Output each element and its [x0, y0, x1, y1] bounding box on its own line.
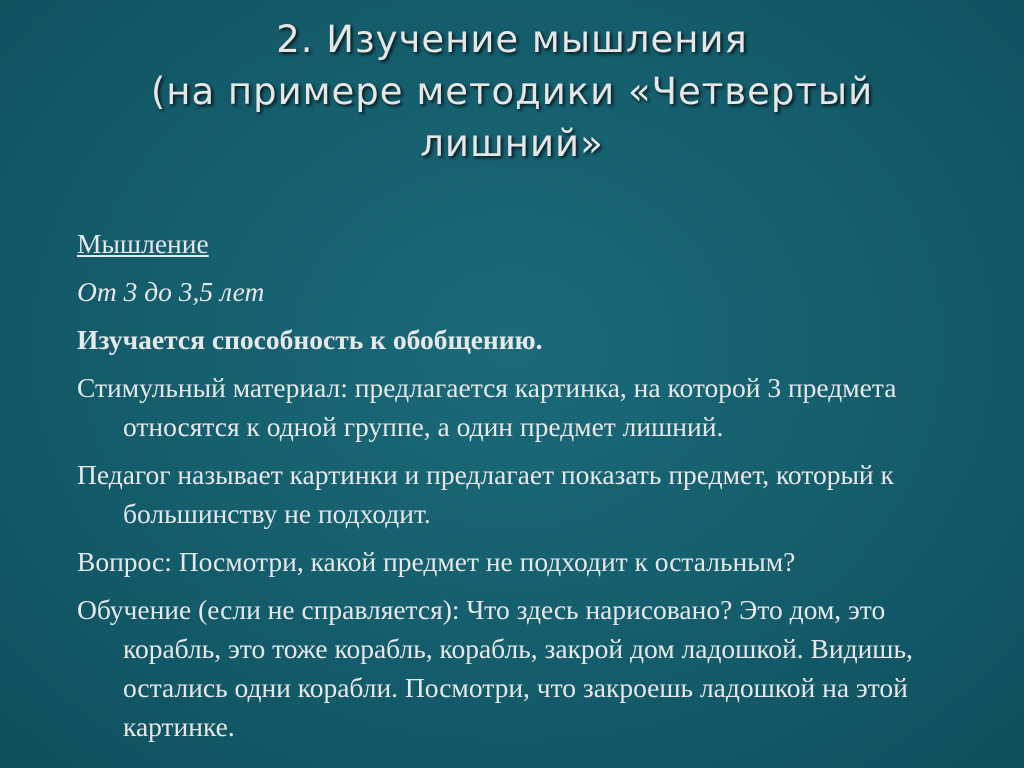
section-heading: Мышление: [77, 228, 209, 259]
question-text: Вопрос: Посмотри, какой предмет не подходит к остальным?: [77, 546, 796, 577]
teacher-instruction: Педагог называет картинки и предлагает показать предмет, который к большинству не подходит.: [77, 459, 894, 529]
slide-body: [77, 224, 977, 755]
training-text: Обучение (если не справляется): Что здесь нарисовано? Это дом, это корабль, это тоже корабль, корабль, закрой дом ладошкой. Видишь, остались одни корабли. Посмотри, что закроешь ладошкой на этой картинке.: [77, 594, 913, 742]
study-goal: Изучается способность к обобщению.: [77, 324, 543, 355]
slide-title: [60, 14, 964, 170]
title-line-1: 2. Изучение мышления: [276, 18, 748, 61]
title-line-3: лишний»: [420, 122, 604, 165]
age-range: От 3 до 3,5 лет: [77, 276, 265, 307]
title-line-2: (на примере методики «Четвертый: [150, 70, 874, 113]
stimulus-material: Стимульный материал: предлагается картинка, на которой 3 предмета относятся к одной группе, а один предмет лишний.: [77, 372, 897, 442]
